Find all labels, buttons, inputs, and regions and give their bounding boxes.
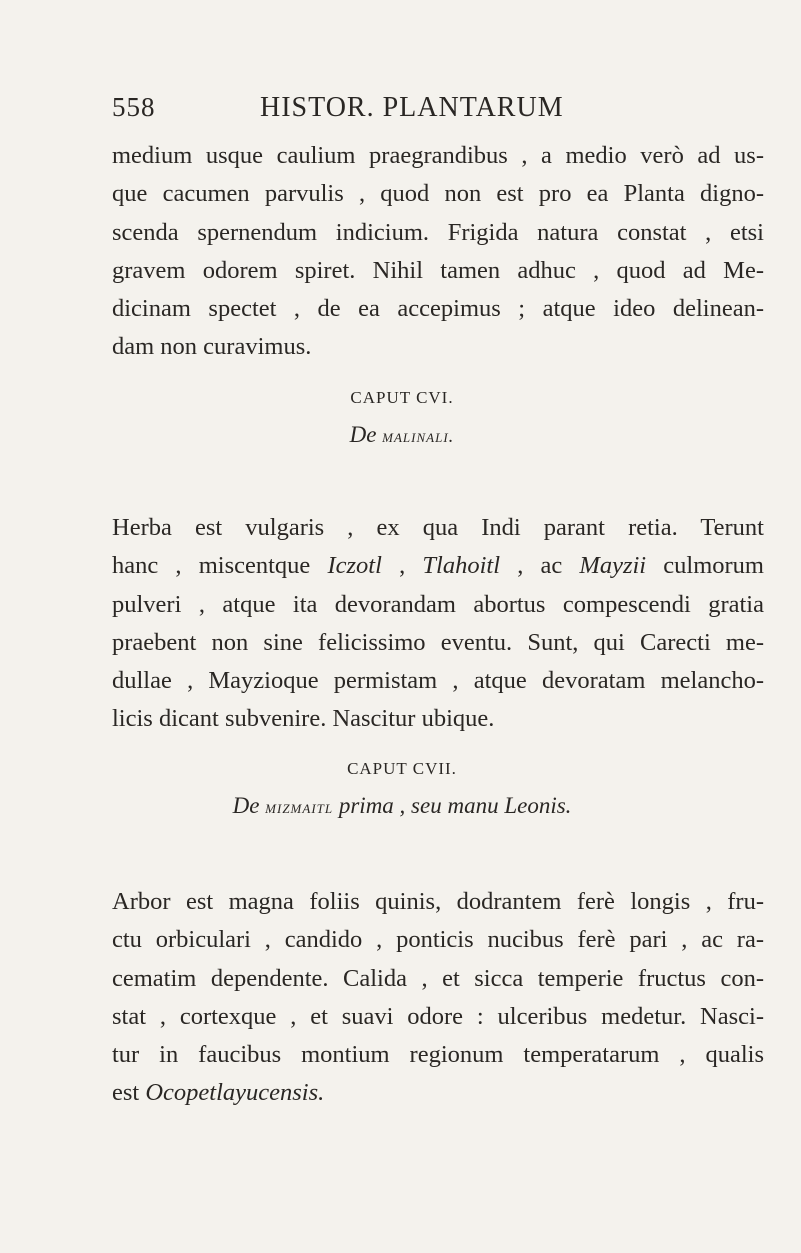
text-line: que cacumen parvulis , quod non est pro ea Planta digno- <box>112 180 764 208</box>
text-line: pulveri , atque ita devorandam abortus compescendi gratia <box>112 590 764 618</box>
paragraph-continuation <box>112 137 764 367</box>
text-line: stat , cortexque , et suavi odore : ulceribus medetur. Nasci- <box>112 1002 764 1030</box>
running-title: HISTOR. PLANTARUM <box>260 92 564 123</box>
chapter-106-heading: CAPUT CVI. <box>350 388 454 407</box>
text-line: licis dicant subvenire. Nascitur ubique. <box>112 705 495 733</box>
text-line: Herba est vulgaris , ex qua Indi parant retia. Terunt <box>112 514 764 541</box>
title-rest: prima , seu manu Leonis. <box>333 793 572 818</box>
chapter-107-heading: CAPUT CVII. <box>347 759 457 778</box>
chapter-106-text <box>112 509 764 739</box>
text-line: cematim dependente. Calida , et sicca temperie fructus con- <box>112 964 764 992</box>
text-line: Arbor est magna foliis quinis, dodrantem ferè longis , fru- <box>112 888 764 915</box>
text-line: dam non curavimus. <box>112 333 312 361</box>
text-line: gravem odorem spiret. Nihil tamen adhuc , quod ad Me- <box>112 256 764 284</box>
title-de: De <box>349 422 377 447</box>
text-line: tur in faucibus montium regionum temperatarum , qualis <box>112 1041 764 1069</box>
text-line: hanc , miscentque Iczotl , Tlahoitl , ac Mayzii culmorum <box>112 552 764 580</box>
chapter-107-title <box>112 793 692 819</box>
plant-name-mizmaitl: mizmaitl <box>265 797 334 818</box>
page-number: 558 <box>112 92 156 122</box>
text-line: ctu orbiculari , candido , ponticis nucibus ferè pari , ac ra- <box>112 926 764 954</box>
plant-name-malinali: malinali. <box>382 426 455 447</box>
text-line: est Ocopetlayucensis. <box>112 1079 325 1107</box>
text-line: medium usque caulium praegrandibus , a medio verò ad us- <box>112 142 764 169</box>
text-line: scenda spernendum indicium. Frigida natura constat , etsi <box>112 218 764 246</box>
running-head <box>112 92 732 132</box>
chapter-106-title <box>112 422 692 448</box>
text-line: dicinam spectet , de ea accepimus ; atque ideo delinean- <box>112 295 764 323</box>
title-de: De <box>232 793 260 818</box>
text-line: praebent non sine felicissimo eventu. Sunt, qui Carecti me- <box>112 628 764 656</box>
chapter-107-text <box>112 883 764 1113</box>
text-line: dullae , Mayzioque permistam , atque devoratam melancho- <box>112 667 764 695</box>
